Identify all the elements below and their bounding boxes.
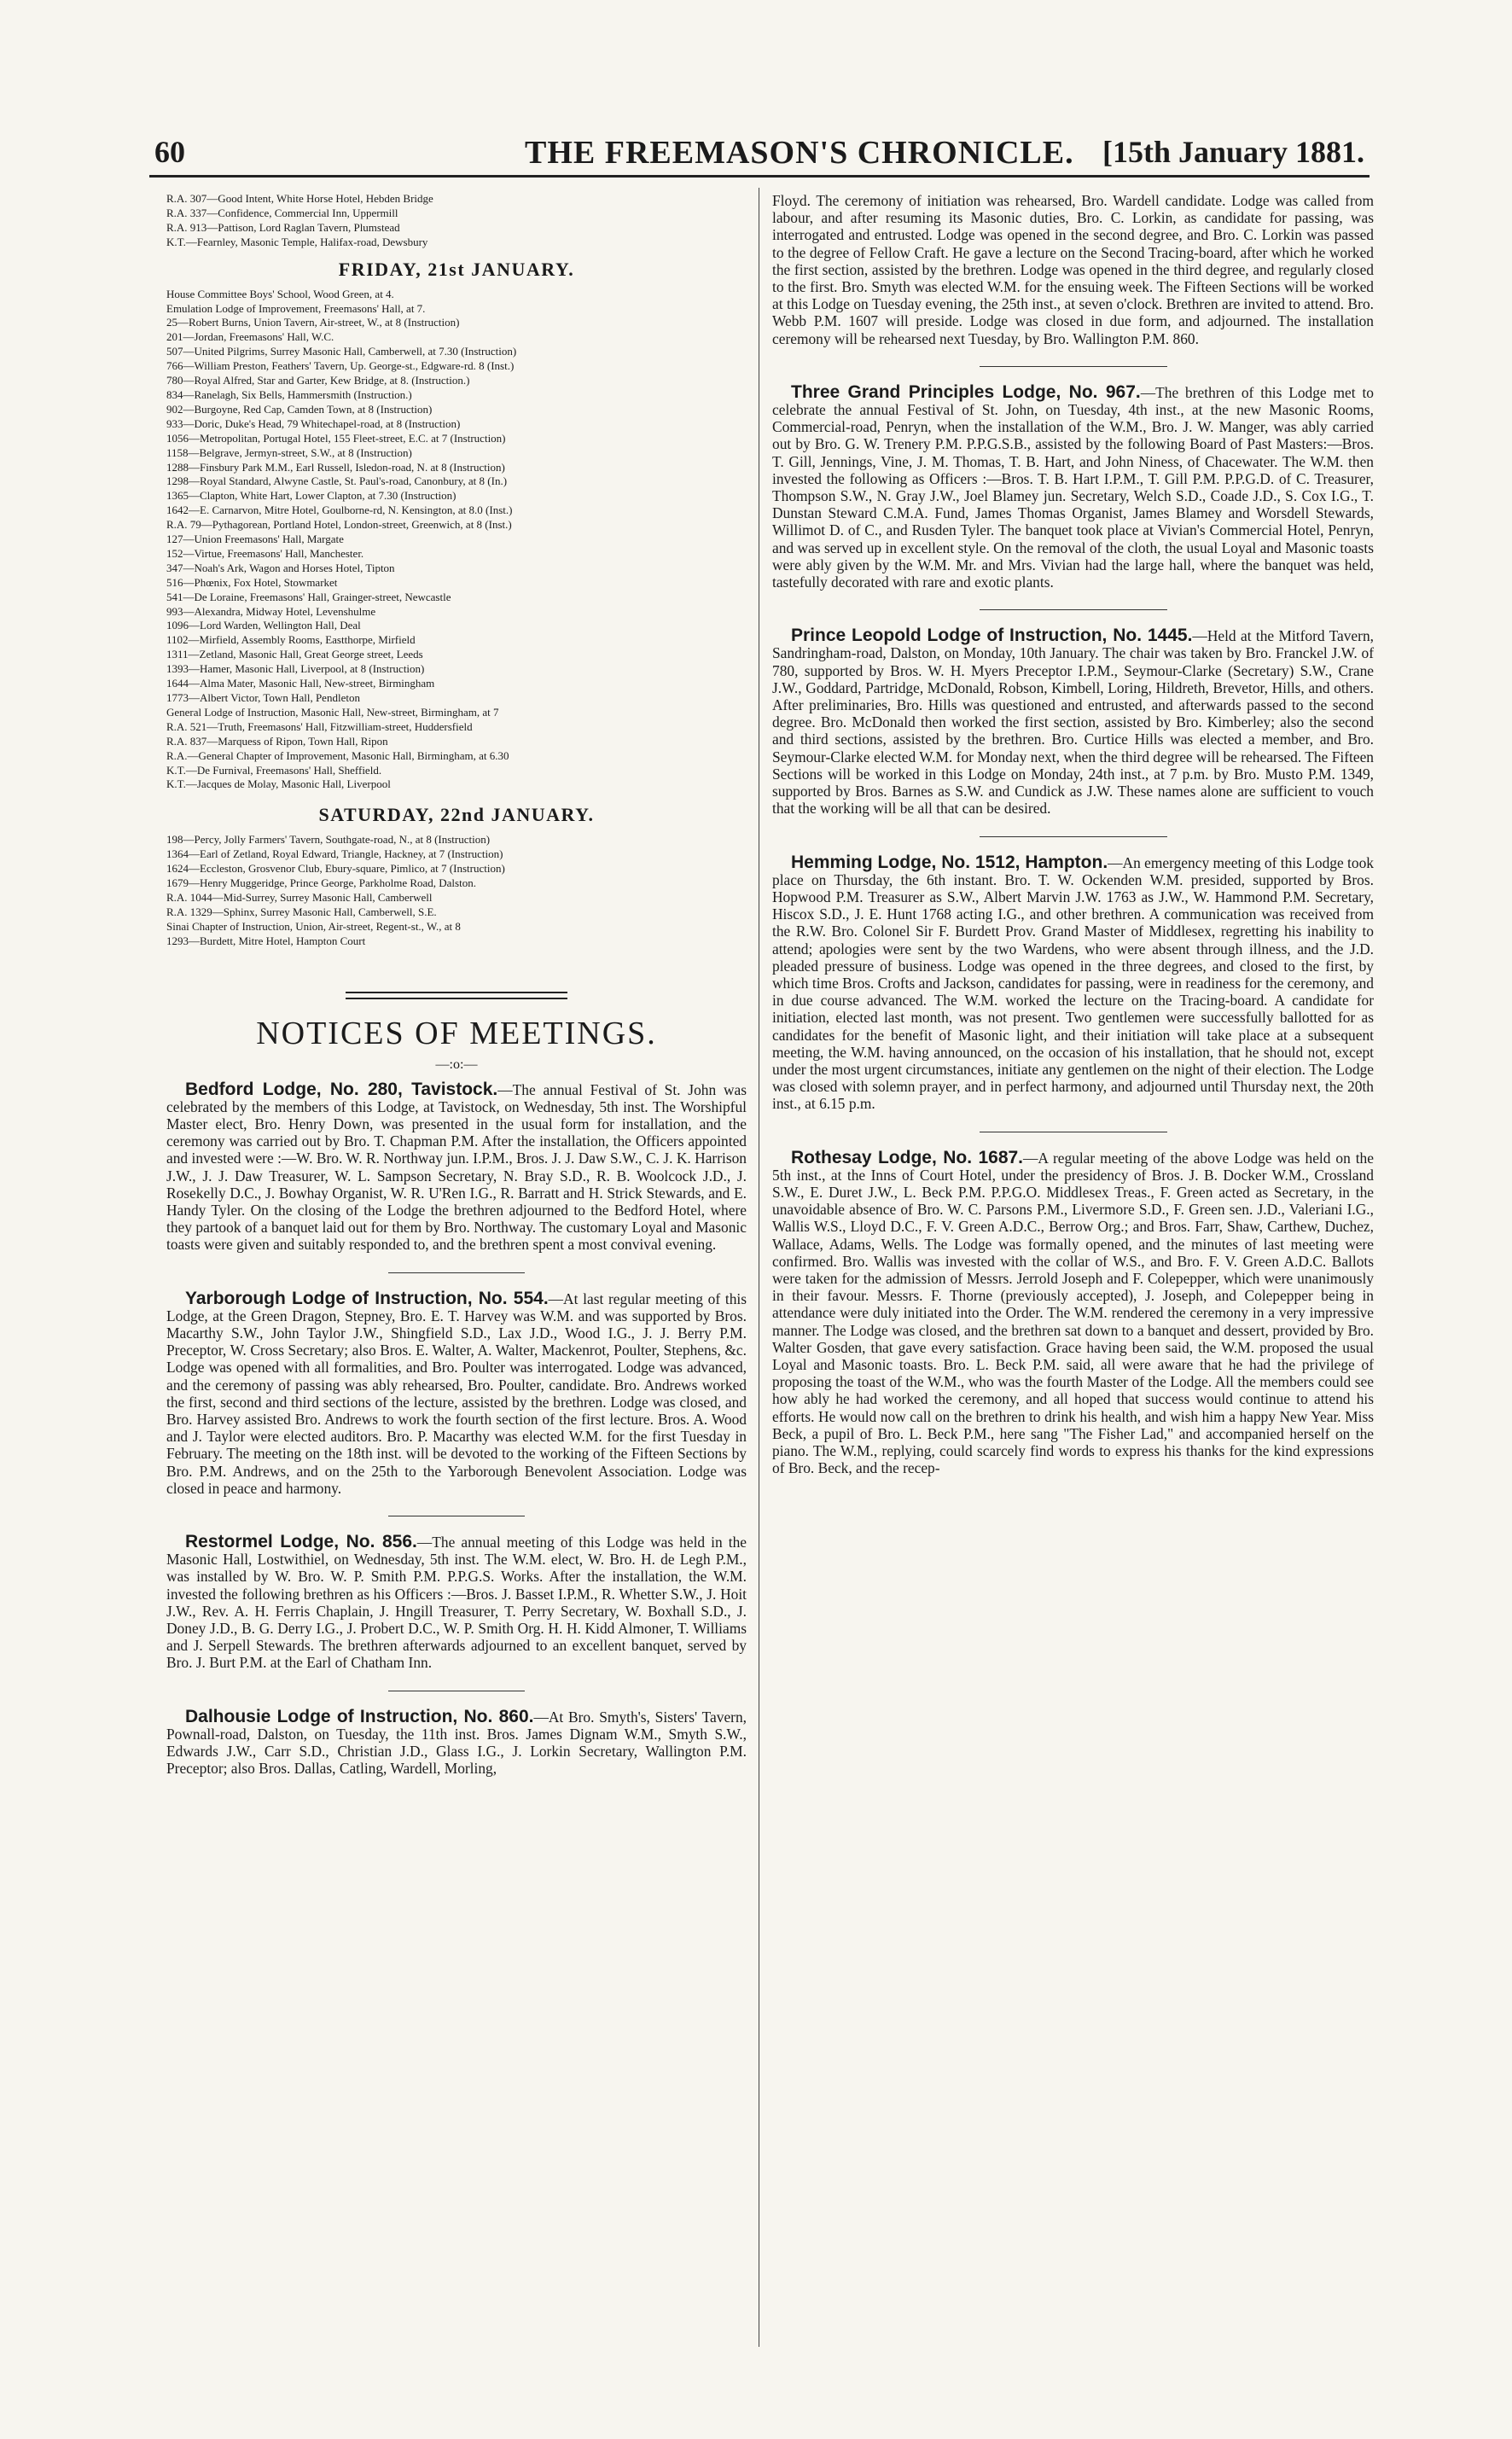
- meeting-list-item: K.T.—Fearnley, Masonic Temple, Halifax-road, Dewsbury: [166, 235, 428, 248]
- article-body: —At last regular meeting of this Lodge, at the Green Dragon, Stepney, Bro. E. T. Harvey was W.M. and was supported by Bros. Macarthy S.W., John Taylor J.W., Shingfield S.D., Lax J.D., Wood I.G., J. J. Berry P.M. Preceptor, W. Cross Secretary; also Bros. E. Walter, A. Walter, Mackenrot, Poulter, Stephens, &c. Lodge was opened with all formalities, and Bro. Poulter was interrogated. Lodge was advanced, and the ceremony of passing was ably rehearsed, Bro. Poulter, candidate. Bro. Andrews worked the first, second and third sections of the lecture, assisted by the brethren. Lodge was closed, and Bro. Harvey assisted Bro. Andrews to work the fourth section of the first lecture. Bros. A. Wood and J. Taylor were elected auditors. Bro. P. Macarthy was elected W.M. for the first Tuesday in February. The meeting on the 18th inst. will be devoted to the working of the Fifteen Sections by Bro. P.M. Andrews, and on the 25th to the Yarborough Benevolent Association. Lodge was closed in peace and harmony.: [166, 1289, 747, 1497]
- article: [166, 1081, 747, 1254]
- right-column: [772, 192, 1374, 1476]
- meeting-list-item: 516—Phœnix, Fox Hotel, Stowmarket: [166, 575, 338, 589]
- meeting-list-item: R.A. 913—Pattison, Lord Raglan Tavern, Plumstead: [166, 220, 400, 234]
- day-heading-saturday: SATURDAY, 22nd JANUARY.: [318, 804, 595, 826]
- meeting-list-item: R.A. 307—Good Intent, White Horse Hotel, Hebden Bridge: [166, 192, 433, 205]
- article: [166, 1290, 747, 1497]
- meeting-list-item: 1056—Metropolitan, Portugal Hotel, 155 Fleet-street, E.C. at 7 (Instruction): [166, 431, 506, 445]
- meeting-list-item: 1773—Albert Victor, Town Hall, Pendleton: [166, 691, 360, 704]
- meeting-list-item: 1311—Zetland, Masonic Hall, Great George street, Leeds: [166, 648, 423, 661]
- meeting-list-item: R.A. 1044—Mid-Surrey, Surrey Masonic Hall, Camberwell: [166, 890, 433, 904]
- article-title: Rothesay Lodge, No. 1687.: [791, 1147, 1024, 1167]
- meeting-list-item: 1679—Henry Muggeridge, Prince George, Parkholme Road, Dalston.: [166, 876, 476, 890]
- article-body: —The annual Festival of St. John was celebrated by the members of this Lodge, at Tavistock, on Wednesday, 5th inst. The Worshipful Master elect, Bro. Henry Down, was presented in the usual form for installation, and the ceremony was carried out by Bro. T. Chapman P.M. After the installation, the Officers appointed and invested were :—W. Bro. W. R. Northway jun. I.P.M., Bros. J. J. Daw S.W., C. J. K. Harrison J.W., J. J. Daw Treasurer, W. L. Sampson Secretary, N. Bray S.D., R. B. Woolcock J.D., J. Rosekelly D.C., J. Bowhay Organist, W. R. U'Ren I.G., R. Barratt and H. Strick Stewards, and E. Handy Tyler. On the closing of the Lodge the brethren adjourned to the Bedford Hotel, where they partook of a banquet laid out for them by Bro. Northway. The customary Loyal and Masonic toasts were given and suitably responded to, and the brethren spent a most convival evening.: [166, 1080, 747, 1254]
- article-separator: [980, 366, 1167, 367]
- meetings-list-thursday: [166, 192, 747, 250]
- issue-date: [15th January 1881.: [1102, 135, 1364, 169]
- meeting-list-item: 1642—E. Carnarvon, Mitre Hotel, Goulborne-rd, N. Kensington, at 8.0 (Inst.): [166, 504, 513, 517]
- article-separator: [980, 609, 1167, 610]
- meeting-list-item: R.A. 79—Pythagorean, Portland Hotel, London-street, Greenwich, at 8 (Inst.): [166, 518, 512, 532]
- meeting-list-item: 1288—Finsbury Park M.M., Earl Russell, Isledon-road, N. at 8 (Instruction): [166, 460, 505, 474]
- article: [772, 854, 1374, 1113]
- meeting-list-item: 1365—Clapton, White Hart, Lower Clapton, at 7.30 (Instruction): [166, 489, 457, 503]
- article-title: Prince Leopold Lodge of Instruction, No. 1445.: [791, 626, 1193, 646]
- article: [772, 627, 1374, 817]
- article-body: —Held at the Mitford Tavern, Sandringham-road, Dalston, on Monday, 10th January. The chair was taken by Bro. Franckel J.W. of 780, supported by Bros. W. H. Myers Preceptor I.P.M., Seymour-Clarke (Secretary) S.W., Crane J.W., Goddard, Partridge, McDonald, Robson, Kimbell, Loring, Hildreth, Brevetor, Hills, and others. After preliminaries, Bro. Hills was questioned and entrusted, and afterwards passed to the second degree. Bro. McDonald then worked the first section, assisted by Bro. Kimberley; also the second and third sections, assisted by the brethren. Bro. Curtice Hills was elected a member, and Bro. Seymour-Clarke elected W.M. for Monday next, when the third degree will be rehearsed. The Fifteen Sections will be worked in this Lodge on Monday, 24th inst., at 7 p.m. by Bro. Musto P.M. 1349, supported by Bros. Barnes as S.W. and Cundick as J.W. These names alone are sufficient to vouch that the working will be all that can be desired.: [772, 627, 1374, 818]
- meetings-list-saturday: [166, 833, 747, 948]
- article: [166, 1534, 747, 1672]
- meeting-list-item: House Committee Boys' School, Wood Green, at 4.: [166, 287, 394, 300]
- section-rule: [346, 992, 567, 999]
- meeting-list-item: 1298—Royal Standard, Alwyne Castle, St. Paul's-road, Canonbury, at 8 (In.): [166, 474, 508, 488]
- meeting-list-item: General Lodge of Instruction, Masonic Hall, New-street, Birmingham, at 7: [166, 705, 499, 719]
- meeting-list-item: R.A. 837—Marquess of Ripon, Town Hall, Ripon: [166, 734, 388, 748]
- meeting-list-item: R.A. 337—Confidence, Commercial Inn, Uppermill: [166, 206, 398, 219]
- article-title: Yarborough Lodge of Instruction, No. 554.: [185, 1288, 549, 1308]
- notices-title: NOTICES OF MEETINGS.: [256, 1015, 657, 1051]
- meeting-list-item: 347—Noah's Ark, Wagon and Horses Hotel, Tipton: [166, 561, 395, 574]
- meeting-list-item: 1644—Alma Mater, Masonic Hall, New-street, Birmingham: [166, 677, 435, 690]
- article-continuation: Floyd. The ceremony of initiation was rehearsed, Bro. Wardell candidate. Lodge was called from labour, and after resuming its Masonic duties, Bro. C. Lorkin, as candidate for passing, was interrogated and entrusted. Lodge was opened in the second degree, and Bro. C. Lorkin was passed to the degree of Fellow Craft. He gave a lecture on the Second Tracing-board, after which he worked the first section, assisted by the brethren. Lodge was opened in the third degree, and regularly closed to the first. Bro. Smyth was elected W.M. for the ensuing week. The Fifteen Sections will be worked at this Lodge on Tuesday evening, the 25th inst., at seven o'clock. Brethren are invited to attend. Bro. Webb P.M. 1607 will preside. Lodge was closed in due form, and adjourned. The installation ceremony will be rehearsed next Tuesday, by Bro. Wallington P.M. 860.: [772, 192, 1374, 347]
- meeting-list-item: 198—Percy, Jolly Farmers' Tavern, Southgate-road, N., at 8 (Instruction): [166, 833, 491, 847]
- meeting-list-item: 507—United Pilgrims, Surrey Masonic Hall, Camberwell, at 7.30 (Instruction): [166, 345, 517, 358]
- meeting-list-item: 933—Doric, Duke's Head, 79 Whitechapel-road, at 8 (Instruction): [166, 416, 461, 430]
- meeting-list-item: 834—Ranelagh, Six Bells, Hammersmith (Instruction.): [166, 387, 412, 401]
- meeting-list-item: 1393—Hamer, Masonic Hall, Liverpool, at 8 (Instruction): [166, 662, 425, 676]
- article-body: —A regular meeting of the above Lodge was held on the 5th inst., at the Inns of Court Hotel, under the presidency of Bros. J. B. Docker W.M., Crossland S.W., E. Duret J.W., L. Beck P.M. P.P.G.O. Middlesex Treas., F. Green acted as Secretary, in the unavoidable absence of Bro. W. C. Parsons P.M., Livermore S.D., F. Green sen. J.D., Valeriani I.G., Wallis W.S., Lloyd D.C., F. V. Green A.D.C., Berrow Org.; and Bros. Farr, Shaw, Carthew, Duchez, Wallace, Adams, Wells. The Lodge was formally opened, and the minutes of last meeting were confirmed. Bro. Wallis was invested with the collar of W.S., and Bro. F. V. Green A.D.C. Ballots were taken for the admission of Messrs. Jerrold Joseph and F. Colepepper, which were unanimously in their favour. Messrs. F. Thorne (previously accepted), J. Joseph, and Colepepper being in attendance were duly initiated into the Order. The W.M. rendered the ceremony in a very impressive manner. The Lodge was closed, and the brethren sat down to a banquet and dessert, provided by Bro. Walter Gosden, that gave every satisfaction. Grace having been said, the W.M. proposed the usual Loyal and Masonic toasts. Bro. L. Beck P.M. said, all were aware that he had the privilege of proposing the toast of the W.M., who was the fourth Master of the Lodge. All the members could see how ably he had worked the ceremony, and all hoped that success would continue to attend his efforts. He would now call on the brethren to drink his health, and wish him a happy New Year. Miss Beck, a pupil of Bro. L. Beck P.M., here sang "The Fisher Lad," and accompanied herself on the piano. The W.M., replying, could scarcely find words to express his thanks for the kind expressions of Bro. Beck, and the recep-: [772, 1149, 1374, 1477]
- meeting-list-item: Emulation Lodge of Improvement, Freemasons' Hall, at 7.: [166, 301, 426, 315]
- article: [772, 1147, 1374, 1477]
- article-body: —At Bro. Smyth's, Sisters' Tavern, Pownall-road, Dalston, on Tuesday, the 11th inst. Bros. James Dignam W.M., Smyth S.W., Edwards J.W., Carr S.D., Christian J.D., Glass I.G., J. Lorkin Secretary, Wallington P.M. Preceptor; also Bros. Dallas, Catling, Wardell, Morling,: [166, 1708, 747, 1778]
- article-title: Bedford Lodge, No. 280, Tavistock.: [185, 1079, 498, 1099]
- article-title: Hemming Lodge, No. 1512, Hampton.: [791, 852, 1108, 872]
- meeting-list-item: 541—De Loraine, Freemasons' Hall, Grainger-street, Newcastle: [166, 590, 451, 603]
- article-title: Dalhousie Lodge of Instruction, No. 860.: [185, 1706, 534, 1726]
- article-title: Restormel Lodge, No. 856.: [185, 1532, 417, 1552]
- meeting-list-item: 1364—Earl of Zetland, Royal Edward, Triangle, Hackney, at 7 (Instruction): [166, 847, 503, 861]
- meeting-list-item: 152—Virtue, Freemasons' Hall, Manchester.: [166, 546, 364, 560]
- meeting-list-item: Sinai Chapter of Instruction, Union, Air-street, Regent-st., W., at 8: [166, 919, 461, 933]
- meeting-list-item: 201—Jordan, Freemasons' Hall, W.C.: [166, 330, 334, 344]
- article-title: Three Grand Principles Lodge, No. 967.: [791, 381, 1141, 402]
- day-heading-friday: FRIDAY, 21st JANUARY.: [338, 258, 575, 280]
- article-body: —The annual meeting of this Lodge was held in the Masonic Hall, Lostwithiel, on Wednesday, 5th inst. The W.M. elect, W. Bro. H. de Legh P.M., was installed by W. Bro. W. P. Smith P.M. P.P.G.S. Works. After the installation, the W.M. invested the following brethren as his Officers :—Bros. J. Basset I.P.M., R. Whetter S.W., J. Hoit J.W., Rev. A. H. Ferris Chaplain, J. Hngill Treasurer, T. Perry Secretary, W. Boxhall S.D., J. Doney J.D., B. G. Derry I.G., J. Probert D.C., W. P. Smith Org. H. H. Kidd Almoner, T. Williams and J. Serpell Stewards. The brethren afterwards adjourned to an excellent banquet, served by Bro. J. Burt P.M. at the Earl of Chatham Inn.: [166, 1534, 747, 1672]
- meeting-list-item: 780—Royal Alfred, Star and Garter, Kew Bridge, at 8. (Instruction.): [166, 374, 470, 387]
- meeting-list-item: K.T.—De Furnival, Freemasons' Hall, Sheffield.: [166, 763, 382, 777]
- meeting-list-item: 902—Burgoyne, Red Cap, Camden Town, at 8 (Instruction): [166, 402, 433, 416]
- meeting-list-item: 1102—Mirfield, Assembly Rooms, Eastthorpe, Mirfield: [166, 633, 416, 647]
- meeting-list-item: 993—Alexandra, Midway Hotel, Levenshulme: [166, 604, 376, 618]
- meeting-list-item: 127—Union Freemasons' Hall, Margate: [166, 533, 344, 546]
- meeting-list-item: K.T.—Jacques de Molay, Masonic Hall, Liverpool: [166, 777, 391, 791]
- meetings-list-friday: [166, 288, 747, 793]
- meeting-list-item: 1293—Burdett, Mitre Hotel, Hampton Court: [166, 934, 366, 947]
- left-column: [166, 192, 747, 1778]
- article: [166, 1708, 747, 1778]
- meeting-list-item: R.A. 1329—Sphinx, Surrey Masonic Hall, Camberwell, S.E.: [166, 905, 437, 918]
- article: [772, 381, 1374, 591]
- meeting-list-item: 25—Robert Burns, Union Tavern, Air-street, W., at 8 (Instruction): [166, 316, 460, 329]
- page-header: [149, 132, 1370, 178]
- meeting-list-item: 1158—Belgrave, Jermyn-street, S.W., at 8 (Instruction): [166, 445, 412, 459]
- article-separator: [388, 1272, 525, 1273]
- notices-ornament: —:o:—: [435, 1057, 478, 1072]
- meeting-list-item: R.A.—General Chapter of Improvement, Masonic Hall, Birmingham, at 6.30: [166, 748, 509, 762]
- meeting-list-item: R.A. 521—Truth, Freemasons' Hall, Fitzwilliam-street, Huddersfield: [166, 719, 473, 733]
- publication-title: THE FREEMASON'S CHRONICLE.: [525, 135, 1074, 171]
- meeting-list-item: 1096—Lord Warden, Wellington Hall, Deal: [166, 619, 361, 632]
- meeting-list-item: 1624—Eccleston, Grosvenor Club, Ebury-square, Pimlico, at 7 (Instruction): [166, 862, 505, 876]
- article-body: —An emergency meeting of this Lodge took place on Thursday, the 6th instant. Bro. T. W. Ockenden W.M. presided, supported by Bros. Hopwood P.M. Treasurer as S.W., Albert Marvin J.W. 1763 as J.W., W. Hammond P.M. Secretary, Hiscox S.D., J. E. Hunt 1768 acting I.G., and other brethren. A communication was received from the R.W. Bro. Colonel Sir F. Burdett Prov. Grand Master of Middlesex, regretting his inability to attend; apologies were sent by the two Wardens, who were absent through illness, and the J.D. pleaded pressure of business. Lodge was opened in the three degrees, and closed to the first, by which time Bros. Crofts and Jackson, candidates for passing, were in readiness for the ceremony, and in due course advanced. The W.M. worked the lecture on the Tracing-board. A candidate for initiation, elected last month, was not present. Two gentlemen were successfully ballotted for as candidates for the benefit of Masonic light, and their initiation will take place at a subsequent meeting, the W.M. having announced, on the occasion of his installation, that he should not, except under the most urgent circumstances, initiate any gentlemen on the night of their election. The Lodge was closed with solemn prayer, and in perfect harmony, and adjourned until Thursday next, the 20th inst., at 6.15 p.m.: [772, 853, 1374, 1113]
- article-body: —The brethren of this Lodge met to celebrate the annual Festival of St. John, on Tuesday, 4th inst., at the new Masonic Rooms, Commercial-road, Penryn, when the installation of the W.M., Bro. J. W. Manger, was ably carried out by Bro. G. W. Trenery P.M. P.P.G.S.B., assisted by the following Board of Past Masters:—Bros. T. Gill, Jennings, Vine, J. M. Thomas, T. B. Hart, and John Niness, of Chacewater. The W.M. then invested the following as Officers :—Bros. T. B. Hart I.P.M., T. Gill P.M. P.P.G.D. of C. Treasurer, Thompson S.W., N. Gray J.W., Joel Blamey jun. Secretary, Welch S.D., Coade J.D., S. Cox I.G., T. Dunstan Steward C.M.A. Fund, James Thomas Organist, James Blamey and Worsdell Stewards, Willimot D. of C., and Rusden Tyler. The banquet took place at Vivian's Commercial Hotel, Penryn, and was served up in excellent style. On the removal of the cloth, the usual Loyal and Masonic toasts were ably given by the W.M. Mr. and Mrs. Vivian had the large hall, where the banquet was held, tastefully decorated with rare and exotic plants.: [772, 383, 1374, 591]
- meeting-list-item: 766—William Preston, Feathers' Tavern, Up. George-st., Edgware-rd. 8 (Inst.): [166, 359, 515, 373]
- article-separator: [980, 836, 1167, 837]
- page-number: 60: [154, 135, 185, 169]
